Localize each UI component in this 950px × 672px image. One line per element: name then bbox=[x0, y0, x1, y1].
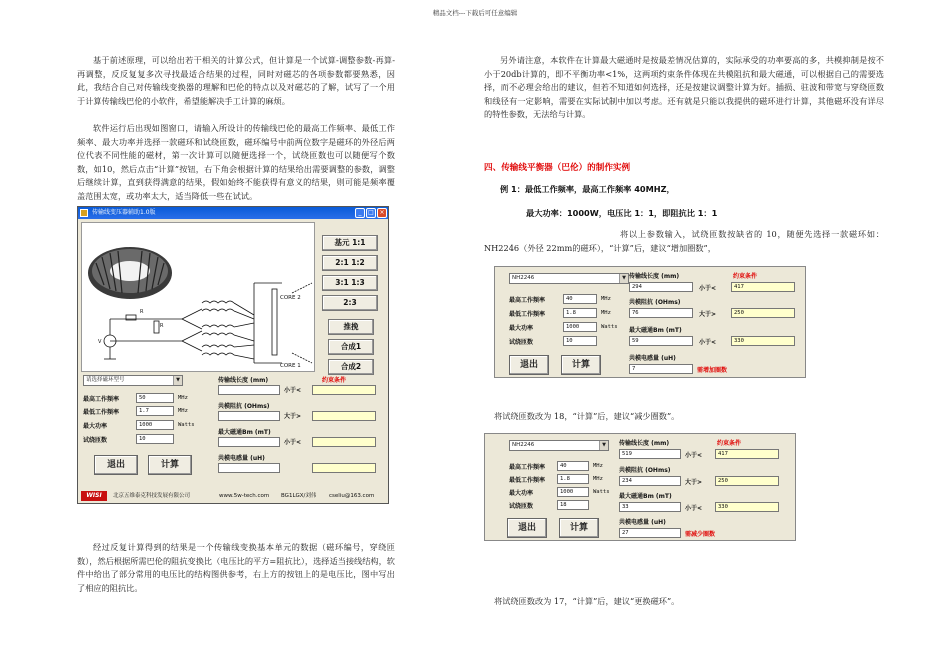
shot1-exit-button[interactable]: 退出 bbox=[509, 355, 549, 375]
left-paragraph-1: 基于前述原理，可以给出若干相关的计算公式，但计算是一个试算-调整参数-再算-再调整，反反复复多次寻找最适合结果的过程，同时对磁芯的各项参数都要熟悉，因此，我结合自己对传输线变换器的理解和巴伦的特点以及对磁芯的了解，试写了一个用于计算传输线巴伦的小软件，希望能解决手工计算的麻烦。 bbox=[77, 55, 395, 106]
shot1-impedance-greater: 大于> bbox=[699, 311, 717, 318]
shot2-inductance-output: 27 bbox=[619, 528, 681, 538]
pmax-unit: Watts bbox=[178, 422, 195, 428]
shot1-turns-input[interactable]: 10 bbox=[563, 336, 597, 346]
shot2-length-less: 小于< bbox=[685, 452, 703, 459]
footer-url: www.5w-tech.com bbox=[219, 493, 270, 499]
company-logo: WISI bbox=[81, 491, 107, 501]
length-limit-output bbox=[312, 385, 376, 395]
ratio-button-base-1-1[interactable]: 基元 1:1 bbox=[322, 235, 378, 251]
constraint-label: 约束条件 bbox=[322, 377, 347, 384]
combine-2-button[interactable]: 合成2 bbox=[328, 359, 374, 375]
shot2-inductance-label: 共模电感量 (uH) bbox=[619, 519, 666, 526]
shot2-flux-limit: 330 bbox=[715, 502, 779, 512]
calculate-button[interactable]: 计算 bbox=[148, 455, 192, 475]
shot1-inductance-output: 7 bbox=[629, 364, 693, 374]
window-title: 传输线变压器辅助1.0版 bbox=[92, 209, 156, 216]
shot2-length-limit: 417 bbox=[715, 449, 779, 459]
shot2-core-select[interactable] bbox=[509, 440, 609, 451]
flux-label: 最大磁通Bm (mT) bbox=[218, 429, 271, 436]
page-header: 精品文档---下载后可任意编辑 bbox=[432, 9, 518, 17]
shot1-flux-label: 最大磁通Bm (mT) bbox=[629, 327, 682, 334]
chevron-down-icon[interactable]: ▼ bbox=[619, 274, 628, 283]
length-less-label: 小于< bbox=[284, 387, 302, 394]
balun-circuit-svg bbox=[82, 223, 314, 371]
pmax-label: 最大功率 bbox=[83, 423, 108, 430]
shot2-pmax-label: 最大功率 bbox=[509, 490, 534, 497]
maximize-icon[interactable]: □ bbox=[366, 208, 376, 218]
impedance-limit-output bbox=[312, 411, 376, 421]
shot2-fmin-input[interactable]: 1.8 bbox=[557, 474, 589, 484]
example-line-2: 最大功率：1000W，电压比 1：1，即阻抗比 1：1 bbox=[526, 208, 718, 218]
shot2-impedance-label: 共模阻抗 (OHms) bbox=[619, 467, 671, 474]
turns-label: 试绕匝数 bbox=[83, 437, 108, 444]
shot2-impedance-output: 234 bbox=[619, 476, 681, 486]
chevron-down-icon[interactable]: ▼ bbox=[173, 376, 182, 385]
shot1-core-select[interactable] bbox=[509, 273, 629, 284]
svg-text:R: R bbox=[140, 309, 144, 315]
shot1-fmax-input[interactable]: 40 bbox=[563, 294, 597, 304]
app-icon bbox=[80, 209, 88, 217]
flux-less-label: 小于< bbox=[284, 439, 302, 446]
core-select-value: 请选择磁环型号 bbox=[86, 377, 125, 383]
shot2-turns-input[interactable]: 18 bbox=[557, 500, 589, 510]
shot2-impedance-limit: 250 bbox=[715, 476, 779, 486]
right-paragraph-3: 将试绕匝数改为 18，“计算”后，建议“减少圈数”。 bbox=[494, 411, 680, 421]
section-heading: 四、传输线平衡器（巴伦）的制作实例 bbox=[484, 163, 631, 173]
shot1-fmin-unit: MHz bbox=[601, 310, 611, 316]
flux-output bbox=[218, 437, 280, 447]
shot1-fmin-label: 最低工作频率 bbox=[509, 311, 546, 318]
left-paragraph-3: 经过反复计算得到的结果是一个传输线变换基本单元的数据（磁环编号，穿绕匝数），然后根据所需巴伦的阻抗变换比（电压比的平方=阻抗比），选择适当接线结构，软件中给出了部分常用的电压比的结构图供参考，右上方的按钮上的是电压比，图中写出了相应的阻抗比。 bbox=[77, 542, 395, 593]
shot1-pmax-label: 最大功率 bbox=[509, 325, 534, 332]
ratio-button-2-1[interactable]: 2:1 1:2 bbox=[322, 255, 378, 271]
shot1-inductance-label: 共模电感量 (uH) bbox=[629, 355, 676, 362]
shot2-fmax-unit: MHz bbox=[593, 463, 603, 469]
impedance-greater-label: 大于> bbox=[284, 413, 302, 420]
shot1-length-label: 传输线长度 (mm) bbox=[629, 273, 680, 280]
length-label: 传输线长度 (mm) bbox=[218, 377, 269, 384]
balun-diagram bbox=[81, 222, 315, 372]
window-titlebar bbox=[78, 207, 388, 219]
shot1-fmin-input[interactable]: 1.8 bbox=[563, 308, 597, 318]
shot2-pmax-unit: Watts bbox=[593, 489, 610, 495]
impedance-label: 共模阻抗 (OHms) bbox=[218, 403, 270, 410]
shot1-length-less: 小于< bbox=[699, 285, 717, 292]
shot2-impedance-greater: 大于> bbox=[685, 479, 703, 486]
turns-input[interactable]: 10 bbox=[136, 434, 174, 444]
fmin-input[interactable]: 1.7 bbox=[136, 406, 174, 416]
chevron-down-icon[interactable]: ▼ bbox=[599, 441, 608, 450]
window-footer bbox=[81, 490, 385, 502]
shot2-length-label: 传输线长度 (mm) bbox=[619, 440, 670, 447]
close-icon[interactable]: × bbox=[377, 208, 387, 218]
result-screenshot-1 bbox=[494, 266, 806, 378]
shot1-flux-output: 59 bbox=[629, 336, 693, 346]
shot1-impedance-output: 76 bbox=[629, 308, 693, 318]
left-paragraph-2: 软件运行后出现如图窗口，请输入所设计的传输线巴伦的最高工作频率、最低工作频率、最大功率并选择一款磁环和试绕匝数，磁环编号中前两位数字是磁环的外径后两位代表不同性能的磁材，第一次计算可以随便选择一个，试绕匝数也可以随便写个数数，如10，然后点击“计算”按钮，右下角会根据计算的结果给出需要调整的参数，调整后继续计算，直到获得满意的结果，假如始终不能获得有意义的结果，则可能是频率覆盖范围太宽，或功率太大，适当降低一些在试试。 bbox=[77, 123, 395, 201]
example-line-1: 例 1：最低工作频率，最高工作频率 40MHZ， bbox=[500, 184, 675, 194]
shot1-length-limit: 417 bbox=[731, 282, 795, 292]
shot1-constraint-label: 约束条件 bbox=[733, 273, 758, 280]
right-paragraph-4: 将试绕匝数改为 17，“计算”后，建议“更换磁环”。 bbox=[494, 596, 680, 606]
shot1-pmax-input[interactable]: 1000 bbox=[563, 322, 597, 332]
right-paragraph-1: 另外请注意，本软件在计算最大磁通时是按最差情况估算的，实际承受的功率要高的多，共模抑制是按不小于20db计算的，即不平衡功率<1%，这两项约束条件体现在共模阻抗和最大磁通，可以根据自己的需要选择，而不必理会给出的建议，但若不知道如何选择，还是按建议调整计算为好。插损、驻波和带宽与穿绕匝数和线径有一定影响，需要在实际试制中加以考虑。还有就是只能以我提供的磁环进行计算，其他磁环没有详尽的特性参数，无法给与计算。 bbox=[484, 55, 884, 120]
svg-text:R: R bbox=[160, 323, 164, 329]
shot2-suggestion: 需减少圈数 bbox=[685, 531, 716, 538]
shot2-core-value: NH2246 bbox=[512, 442, 535, 448]
svg-text:V: V bbox=[98, 339, 102, 345]
footer-callsign: BG1LGX/刘伟 bbox=[281, 493, 317, 499]
combine-1-button[interactable]: 合成1 bbox=[328, 339, 374, 355]
shot1-fmax-label: 最高工作频率 bbox=[509, 297, 546, 304]
shot1-calc-button[interactable]: 计算 bbox=[561, 355, 601, 375]
software-window bbox=[77, 206, 389, 504]
shot2-flux-label: 最大磁通Bm (mT) bbox=[619, 493, 672, 500]
core-2-label: CORE 2 bbox=[280, 295, 301, 301]
right-paragraph-2: 将以上参数输入，试绕匝数按缺省的 10，随便先选择一款磁环如：NH2246（外径 22mm的磁环），“计算”后，建议“增加圈数”， bbox=[484, 229, 884, 253]
shot2-pmax-input[interactable]: 1000 bbox=[557, 487, 589, 497]
push-pull-button[interactable]: 推挽 bbox=[328, 319, 374, 335]
ratio-button-3-1[interactable]: 3:1 1:3 bbox=[322, 275, 378, 291]
core-1-label: CORE 1 bbox=[280, 363, 301, 369]
exit-button[interactable]: 退出 bbox=[94, 455, 138, 475]
fmax-unit: MHz bbox=[178, 395, 188, 401]
shot2-flux-output: 33 bbox=[619, 502, 681, 512]
fmin-unit: MHz bbox=[178, 408, 188, 414]
shot2-flux-less: 小于< bbox=[685, 505, 703, 512]
pmax-input[interactable]: 1000 bbox=[136, 420, 174, 430]
shot2-constraint-label: 约束条件 bbox=[717, 440, 742, 447]
shot1-suggestion: 需增加圈数 bbox=[697, 367, 728, 374]
shot1-impedance-label: 共模阻抗 (OHms) bbox=[629, 299, 681, 306]
minimize-icon[interactable]: _ bbox=[355, 208, 365, 218]
shot2-calc-button[interactable]: 计算 bbox=[559, 518, 599, 538]
shot2-exit-button[interactable]: 退出 bbox=[507, 518, 547, 538]
flux-limit-output bbox=[312, 437, 376, 447]
shot2-fmin-label: 最低工作频率 bbox=[509, 477, 546, 484]
fmax-input[interactable]: 50 bbox=[136, 393, 174, 403]
shot1-fmax-unit: MHz bbox=[601, 296, 611, 302]
shot2-turns-label: 试绕匝数 bbox=[509, 503, 534, 510]
suggestion-output bbox=[312, 463, 376, 473]
shot1-core-value: NH2246 bbox=[512, 275, 535, 281]
fmax-label: 最高工作频率 bbox=[83, 396, 120, 403]
fmin-label: 最低工作频率 bbox=[83, 409, 120, 416]
core-select[interactable] bbox=[83, 375, 183, 386]
shot1-length-output: 294 bbox=[629, 282, 693, 292]
shot2-fmax-label: 最高工作频率 bbox=[509, 464, 546, 471]
shot2-fmax-input[interactable]: 40 bbox=[557, 461, 589, 471]
shot1-impedance-limit: 250 bbox=[731, 308, 795, 318]
inductance-label: 共模电感量 (uH) bbox=[218, 455, 265, 462]
ratio-button-2-3[interactable]: 2:3 bbox=[322, 295, 378, 311]
length-output bbox=[218, 385, 280, 395]
shot1-pmax-unit: Watts bbox=[601, 324, 618, 330]
footer-email: cseliu@163.com bbox=[329, 493, 375, 499]
impedance-output bbox=[218, 411, 280, 421]
footer-company: 北京五维泰克科技发展有限公司 bbox=[113, 493, 191, 499]
shot1-turns-label: 试绕匝数 bbox=[509, 339, 534, 346]
shot1-flux-limit: 330 bbox=[731, 336, 795, 346]
shot1-flux-less: 小于< bbox=[699, 339, 717, 346]
shot2-length-output: 519 bbox=[619, 449, 681, 459]
inductance-output bbox=[218, 463, 280, 473]
result-screenshot-2 bbox=[484, 433, 796, 541]
shot2-fmin-unit: MHz bbox=[593, 476, 603, 482]
